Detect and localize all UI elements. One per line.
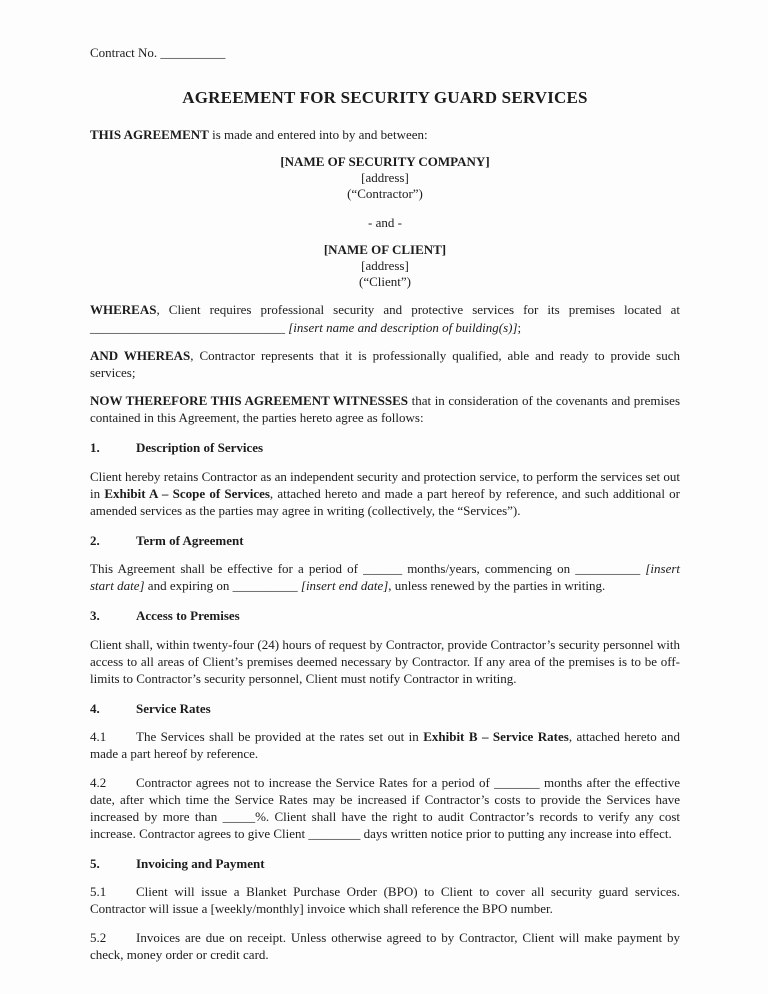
clause-5-1-number: 5.1 bbox=[90, 884, 107, 900]
recital-and-whereas bbox=[90, 347, 680, 381]
clause-5-2 bbox=[90, 929, 680, 963]
party-client-block bbox=[90, 242, 680, 291]
clause-4-1-number: 4.1 bbox=[90, 729, 107, 745]
term-period-blank: ______ bbox=[363, 561, 403, 577]
clause-5-1-text: Client will issue a Blanket Purchase Order (BPO) to Client to cover all security guard services. Contractor will issue a [weekly/monthly] invoice which shall reference the BPO number. bbox=[90, 884, 680, 917]
section-1-title: Description of Services bbox=[136, 440, 264, 456]
clause-5-1 bbox=[90, 883, 680, 917]
section-4-title: Service Rates bbox=[136, 701, 211, 717]
intro-lead-bold: THIS AGREEMENT bbox=[90, 126, 209, 142]
rate-months-blank: _______ bbox=[494, 774, 540, 790]
section-3-title: Access to Premises bbox=[136, 608, 240, 624]
party-contractor-block bbox=[90, 154, 680, 203]
clause-5-2-text: Invoices are due on receipt. Unless otherwise agreed to by Contractor, Client will make payment by check, money order or credit card. bbox=[90, 929, 680, 962]
section-5-number: 5. bbox=[90, 856, 100, 872]
term-start-blank: __________ bbox=[575, 561, 641, 577]
whereas-insert-note: [insert name and description of building(s)] bbox=[285, 319, 518, 335]
recital-now-therefore bbox=[90, 392, 680, 426]
clause-5-2-number: 5.2 bbox=[90, 929, 107, 945]
whereas-end: ; bbox=[517, 319, 522, 335]
party-contractor-name: [NAME OF SECURITY COMPANY] bbox=[280, 153, 490, 169]
section-1-number: 1. bbox=[90, 440, 100, 456]
section-3-number: 3. bbox=[90, 608, 100, 624]
intro-paragraph bbox=[90, 126, 680, 143]
rate-notice-days-blank: ________ bbox=[308, 826, 361, 841]
and-separator: - and - bbox=[368, 214, 402, 230]
term-text-3: and expiring on bbox=[144, 578, 233, 594]
section-3-heading bbox=[90, 607, 680, 624]
clause-4-2-text-4: days written notice prior to putting any increase into effect. bbox=[360, 826, 672, 841]
whereas-bold: WHEREAS bbox=[90, 302, 157, 318]
party-client-name: [NAME OF CLIENT] bbox=[323, 241, 447, 257]
section-4-heading bbox=[90, 700, 680, 717]
clause-4-2-number: 4.2 bbox=[90, 774, 107, 790]
section-2-title: Term of Agreement bbox=[136, 532, 244, 548]
exhibit-b-reference: Exhibit B – Service Rates bbox=[423, 729, 569, 745]
clause-4-2-text-3: %. Client shall have the right to audit Contractor’s records to verify any cost increase. Contractor agrees to give Client bbox=[90, 808, 680, 841]
clause-4-2-text-2: months after the effective date, after which time the Service Rates may be increased if Contractor’s costs to provide the Services have increased by more than bbox=[90, 774, 680, 824]
clause-4-1 bbox=[90, 728, 680, 762]
term-end-blank: __________ bbox=[232, 578, 298, 594]
intro-rest: is made and entered into by and between: bbox=[208, 126, 428, 142]
term-end-insert-note: [insert end date] bbox=[297, 578, 389, 594]
section-3-paragraph: Client shall, within twenty-four (24) hours of request by Contractor, provide Contractor’s security personnel with access to all areas of Client’s premises deemed necessary by Contractor. If any area of the premises is to be off-limits to Contractor’s security personnel, Client must notify Contractor in writing. bbox=[90, 636, 680, 686]
whereas-text: , Client requires professional security and protective services for its premises located at bbox=[156, 302, 680, 318]
term-text-1: This Agreement shall be effective for a period of bbox=[90, 561, 364, 577]
section-1-text-cont: , attached hereto and made a part hereof by reference, and such additional or amended services as the parties may agree in writing (collectively, the “Services”). bbox=[90, 485, 680, 518]
party-client-alias: (“Client”) bbox=[359, 274, 411, 290]
contract-number-blank: __________ bbox=[160, 45, 226, 60]
party-contractor-alias: (“Contractor”) bbox=[347, 186, 423, 202]
section-2-heading bbox=[90, 532, 680, 549]
rate-percent-blank: _____ bbox=[222, 808, 256, 824]
contract-number-line bbox=[90, 44, 680, 61]
now-therefore-text: that in consideration of the covenants and premises contained in this Agreement, the parties hereto agree as follows: bbox=[90, 393, 681, 426]
term-text-4: , unless renewed by the parties in writing. bbox=[388, 578, 606, 594]
term-text-2: months/years, commencing on bbox=[402, 561, 576, 577]
section-1-heading bbox=[90, 439, 680, 456]
contract-number-label: Contract No. bbox=[90, 45, 161, 60]
clause-4-2-text-1: Contractor agrees not to increase the Service Rates for a period of bbox=[136, 774, 495, 790]
clause-4-1-text: The Services shall be provided at the rates set out in bbox=[136, 729, 424, 745]
section-2-number: 2. bbox=[90, 532, 100, 548]
now-therefore-bold: NOW THEREFORE THIS AGREEMENT WITNESSES bbox=[90, 393, 409, 409]
section-1-paragraph bbox=[90, 468, 680, 519]
clause-4-1-text-cont: , attached hereto and made a part hereof by reference. bbox=[90, 729, 680, 762]
document-title: AGREEMENT FOR SECURITY GUARD SERVICES bbox=[182, 88, 588, 108]
section-2-paragraph bbox=[90, 560, 680, 594]
party-contractor-address: [address] bbox=[361, 170, 409, 185]
section-4-number: 4. bbox=[90, 701, 100, 717]
whereas-blank: ______________________________ bbox=[90, 319, 285, 335]
section-1-text: Client hereby retains Contractor as an independent security and protection service, to perform the services set out in bbox=[90, 468, 680, 501]
recital-whereas bbox=[90, 301, 680, 335]
party-client-address: [address] bbox=[361, 257, 409, 273]
and-whereas-bold: AND WHEREAS bbox=[90, 347, 191, 363]
section-5-title: Invoicing and Payment bbox=[136, 856, 265, 872]
section-5-heading bbox=[90, 855, 680, 872]
and-whereas-text: , Contractor represents that it is professionally qualified, able and ready to provide such services; bbox=[90, 347, 680, 380]
clause-4-2 bbox=[90, 774, 680, 843]
term-start-insert-note: [insert start date] bbox=[90, 561, 681, 594]
exhibit-a-reference: Exhibit A – Scope of Services bbox=[104, 485, 270, 501]
